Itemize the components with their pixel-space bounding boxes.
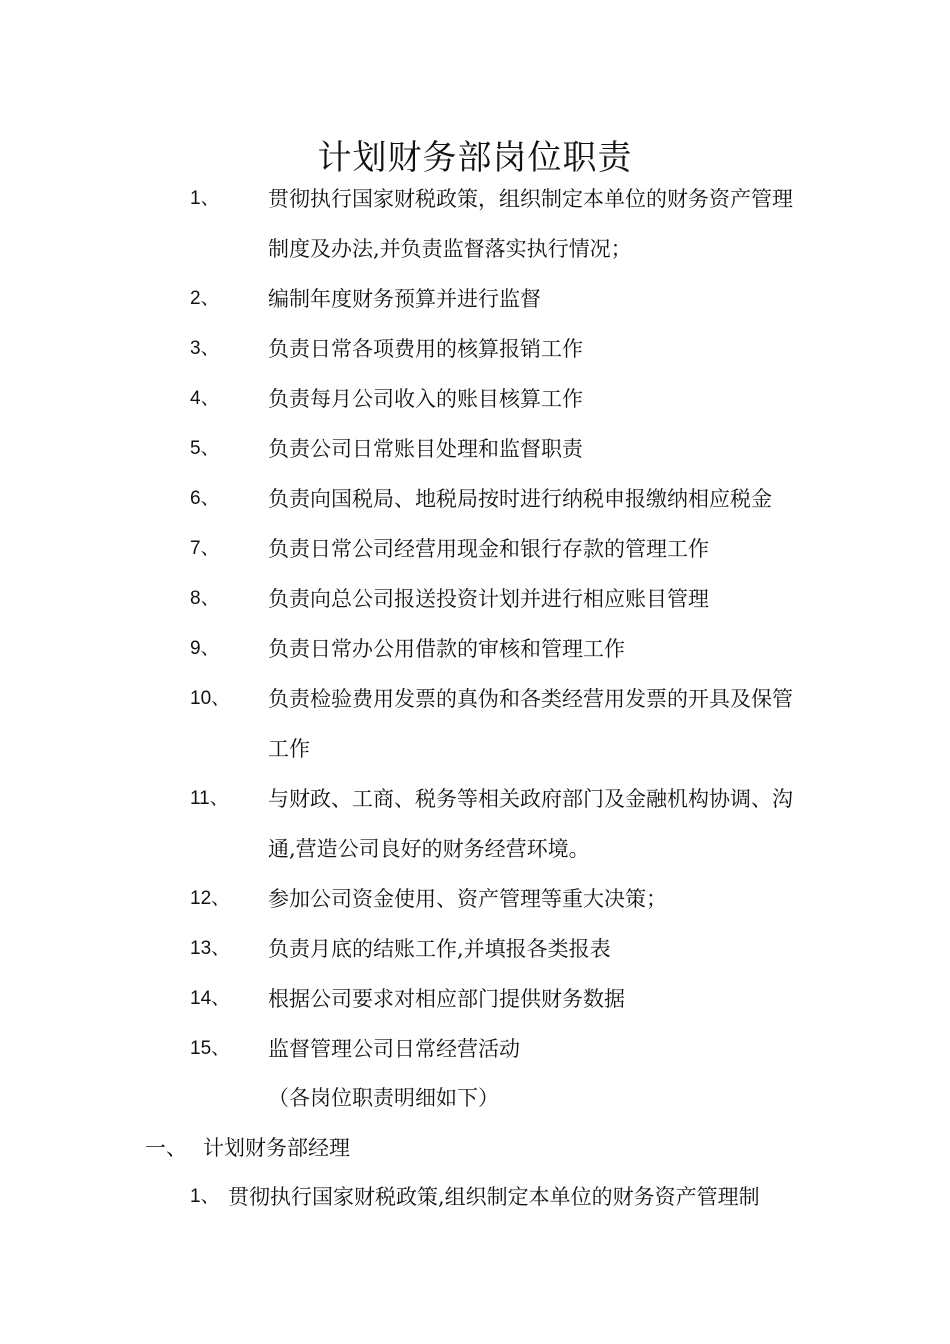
item-number: 9、 xyxy=(190,638,220,659)
item-number: 5、 xyxy=(190,438,220,459)
item-text: 参加公司资金使用、资产管理等重大决策； xyxy=(268,887,667,911)
item-number: 12、 xyxy=(190,888,231,909)
item-number: 14、 xyxy=(190,988,231,1009)
item-text: 负责月底的结账工作,并填报各类报表 xyxy=(268,937,611,961)
item-number: 10、 xyxy=(190,688,231,709)
item-text: 负责公司日常账目处理和监督职责 xyxy=(268,437,583,461)
item-number: 6、 xyxy=(190,488,220,509)
item-text: 负责日常各项费用的核算报销工作 xyxy=(268,337,583,361)
item-text: 编制年度财务预算并进行监督 xyxy=(268,287,541,311)
item-text: 负责向国税局、地税局按时进行纳税申报缴纳相应税金 xyxy=(268,487,772,511)
item-number: 7、 xyxy=(190,538,220,559)
item-number: 11、 xyxy=(190,788,229,809)
sub-item-number: 1、 xyxy=(190,1186,220,1207)
item-number: 4、 xyxy=(190,388,220,409)
item-text: 负责日常办公用借款的审核和管理工作 xyxy=(268,637,625,661)
section-heading: 计划财务部经理 xyxy=(203,1136,350,1160)
item-text: 贯彻执行国家财税政策，组织制定本单位的财务资产管理制度及办法,并负责监督落实执行情况； xyxy=(268,187,793,261)
document-title: 计划财务部岗位职责 xyxy=(317,138,633,178)
item-text: 与财政、工商、税务等相关政府部门及金融机构协调、沟通,营造公司良好的财务经营环境。 xyxy=(268,787,793,861)
item-text: 根据公司要求对相应部门提供财务数据 xyxy=(268,987,625,1011)
item-text: 负责检验费用发票的真伪和各类经营用发票的开具及保管工作 xyxy=(268,687,793,761)
section-number: 一、 xyxy=(145,1136,187,1160)
item-text: 负责向总公司报送投资计划并进行相应账目管理 xyxy=(268,587,709,611)
item-number: 2、 xyxy=(190,288,220,309)
item-text: 监督管理公司日常经营活动 xyxy=(268,1037,520,1061)
item-number: 15、 xyxy=(190,1038,231,1059)
item-number: 13、 xyxy=(190,938,231,959)
item-number: 1、 xyxy=(190,188,220,209)
item-text: 负责每月公司收入的账目核算工作 xyxy=(268,387,583,411)
detail-note: （各岗位职责明细如下） xyxy=(268,1086,499,1110)
item-number: 3、 xyxy=(190,338,220,359)
item-text: 负责日常公司经营用现金和银行存款的管理工作 xyxy=(268,537,709,561)
item-number: 8、 xyxy=(190,588,220,609)
sub-item-text: 贯彻执行国家财税政策,组织制定本单位的财务资产管理制 xyxy=(228,1185,760,1209)
